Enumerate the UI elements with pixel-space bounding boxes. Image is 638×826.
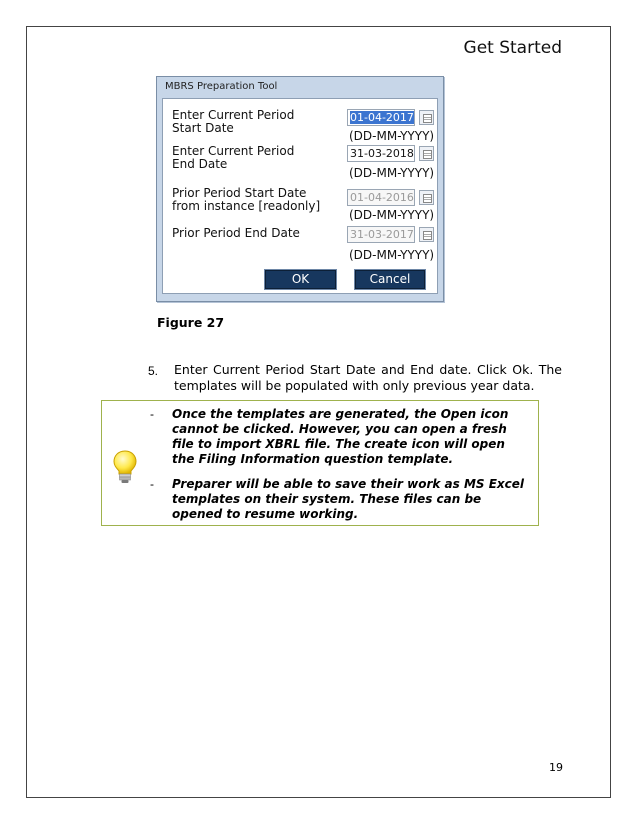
step-text: Enter Current Period Start Date and End date. Click Ok. The templates will be populated with only previous year data.	[174, 362, 562, 393]
date-format-hint: (DD-MM-YYYY)	[349, 129, 435, 143]
prior-end-date-label: Prior Period End Date	[172, 226, 300, 240]
prior-start-date-label: Prior Period Start Date from instance [readonly]	[172, 186, 321, 213]
note-text: Preparer will be able to save their work as MS Excel templates on their system. These files can be opened to resume working.	[172, 477, 525, 521]
current-start-date-field[interactable]: 01-04-2017	[347, 109, 415, 126]
note-box	[101, 400, 539, 526]
cancel-button[interactable]: Cancel	[355, 270, 425, 289]
prior-start-date-field: 01-04-2016	[347, 189, 415, 206]
note-item	[150, 407, 510, 471]
dialog-body	[162, 98, 438, 294]
current-end-date-field[interactable]: 31-03-2018	[347, 145, 415, 162]
calendar-icon	[419, 227, 434, 242]
note-bullet: -	[150, 477, 154, 491]
date-format-hint: (DD-MM-YYYY)	[349, 166, 435, 180]
ok-button[interactable]: OK	[265, 270, 336, 289]
page-header-title: Get Started	[463, 38, 562, 58]
page-number: 19	[549, 761, 563, 774]
note-item	[150, 477, 525, 525]
date-format-hint: (DD-MM-YYYY)	[349, 208, 435, 222]
note-bullet: -	[150, 407, 154, 421]
dialog-title: MBRS Preparation Tool	[165, 81, 278, 92]
figure-caption: Figure 27	[157, 315, 225, 330]
date-format-hint: (DD-MM-YYYY)	[349, 248, 435, 262]
step-number: 5.	[148, 364, 159, 378]
calendar-icon	[419, 190, 434, 205]
current-start-date-label: Enter Current Period Start Date	[172, 108, 295, 135]
mbrs-preparation-dialog	[156, 76, 444, 302]
calendar-icon[interactable]	[419, 146, 434, 161]
lightbulb-icon	[112, 449, 138, 489]
note-text: Once the templates are generated, the Open icon cannot be clicked. However, you can open a fresh file to import XBRL file. The create icon will open the Filing Information question template.	[172, 407, 509, 466]
calendar-icon[interactable]	[419, 110, 434, 125]
current-end-date-label: Enter Current Period End Date	[172, 144, 295, 171]
prior-end-date-field: 31-03-2017	[347, 226, 415, 243]
